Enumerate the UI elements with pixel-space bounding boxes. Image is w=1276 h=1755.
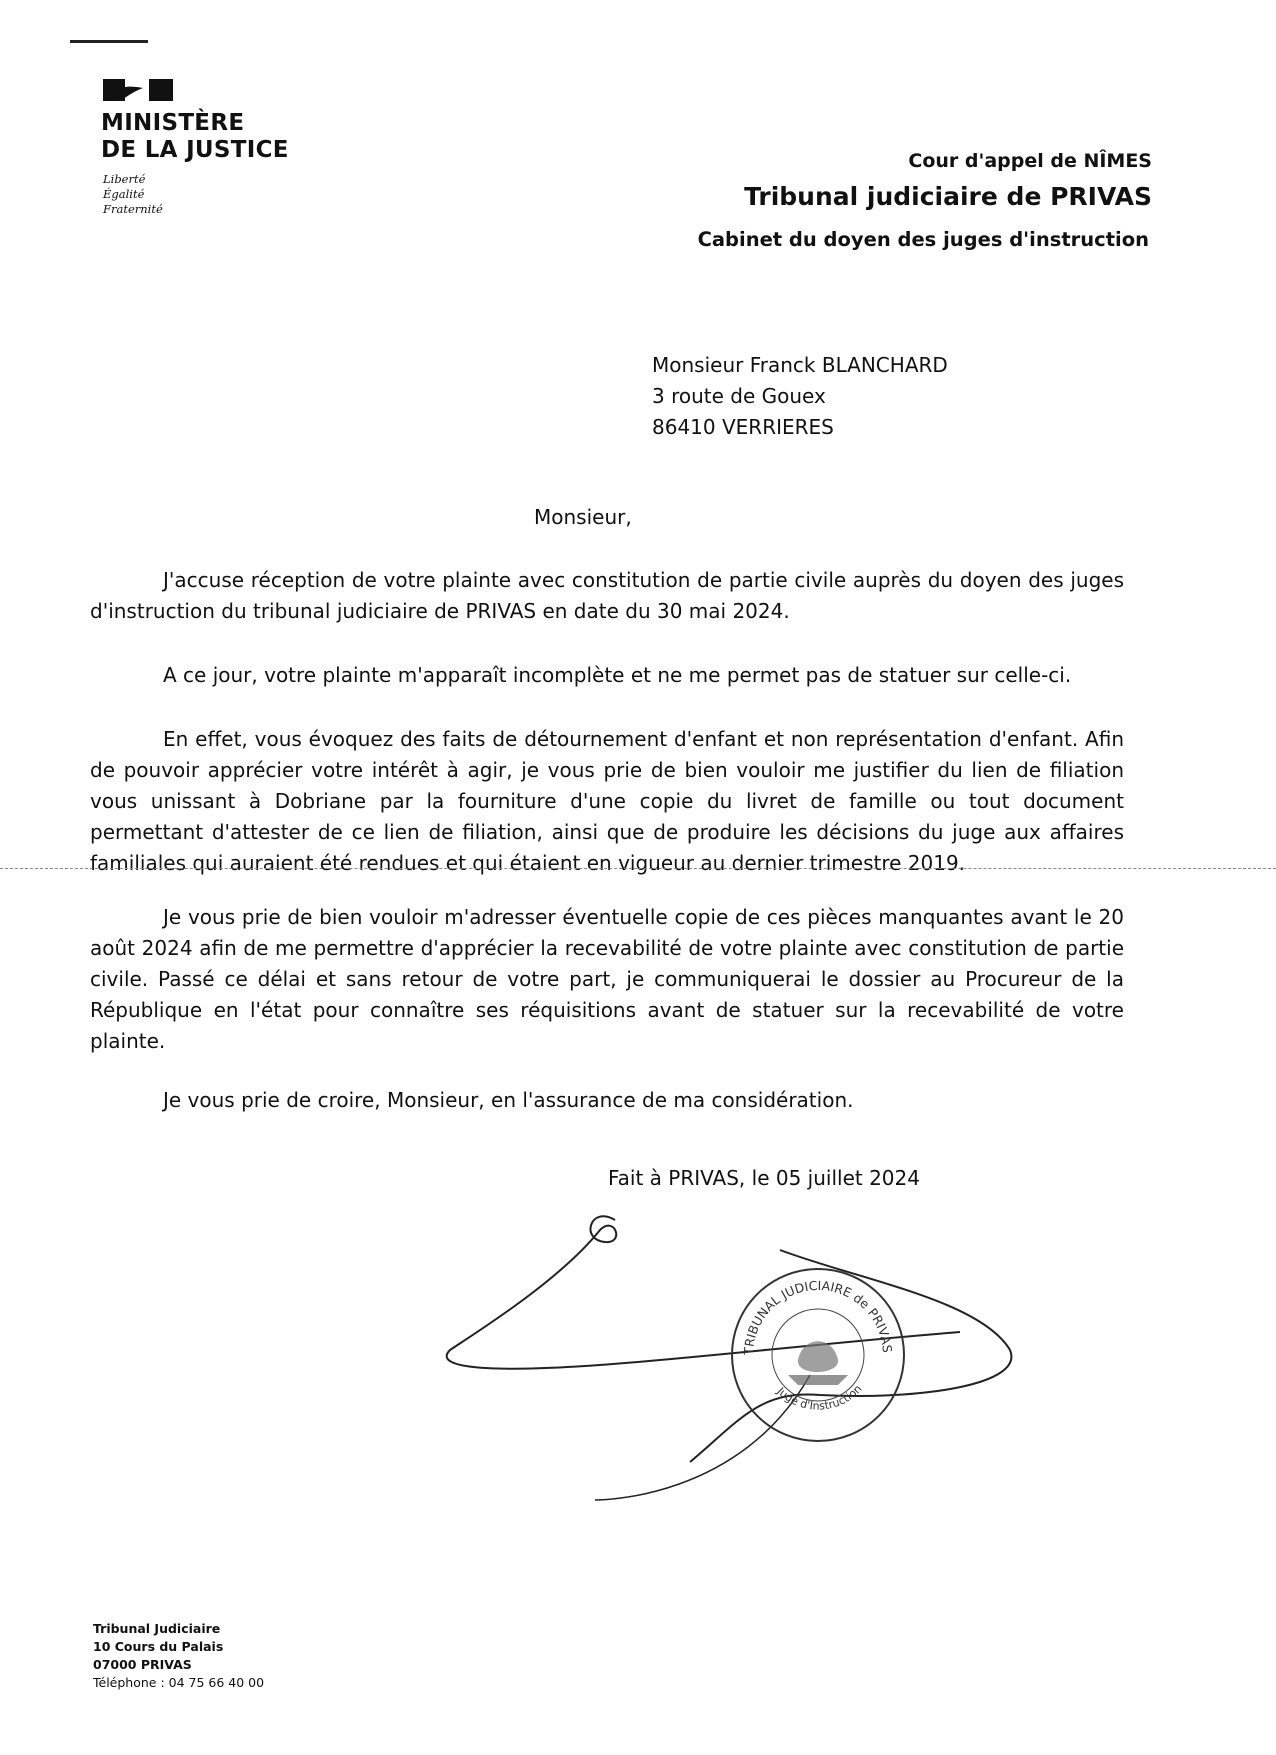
paragraph-text: A ce jour, votre plainte m'apparaît incomplète et ne me permet pas de statuer sur celle-ci. <box>163 663 1072 687</box>
footer-line1: Tribunal Judiciaire <box>93 1621 221 1636</box>
footer-phone: Téléphone : 04 75 66 40 00 <box>93 1675 265 1690</box>
letter-paragraph-1 <box>90 565 1124 627</box>
motto-egalite: Égalité <box>103 187 145 201</box>
court-name: Cour d'appel de NÎMES <box>908 150 1152 172</box>
seal-inner-text: Juge d'Instruction <box>774 1382 865 1413</box>
paragraph-text: En effet, vous évoquez des faits de détournement d'enfant et non représentation d'enfant. Afin de pouvoir apprécier votre intérêt à agir, je vous prie de bien vouloir me justifier du lien de filiation vous unissant à Dobriane par la fourniture d'une copie du livret de famille ou tout document permettant d'attester de ce lien de filiation, ainsi que de produire les décisions du juge aux affaires familiales qui auraient été rendues et qui étaient en vigueur au dernier trimestre 2019. <box>90 727 1124 875</box>
place-and-date: Fait à PRIVAS, le 05 juillet 2024 <box>608 1166 920 1190</box>
letter-paragraph-5 <box>90 1085 1124 1116</box>
letter-paragraph-3 <box>90 724 1124 879</box>
paragraph-text: J'accuse réception de votre plainte avec constitution de partie civile auprès du doyen des juges d'instruction du tribunal judiciaire de PRIVAS en date du 30 mai 2024. <box>90 568 1124 623</box>
footer-address <box>93 1620 264 1692</box>
official-seal <box>728 1265 908 1445</box>
cabinet-name: Cabinet du doyen des juges d'instruction <box>697 228 1149 251</box>
scan-mark <box>70 40 148 43</box>
paragraph-text: Je vous prie de croire, Monsieur, en l'assurance de ma considération. <box>163 1088 854 1112</box>
paragraph-text: Je vous prie de bien vouloir m'adresser éventuelle copie de ces pièces manquantes avant le 20 août 2024 afin de me permettre d'apprécier la recevabilité de votre plainte avec constitution de partie civile. Passé ce délai et sans retour de votre part, je communiquerai le dossier au Procureur de la République en l'état pour connaître ses réquisitions avant de statuer sur la recevabilité de votre plainte. <box>90 905 1124 1053</box>
motto-fraternite: Fraternité <box>103 202 163 216</box>
letter-paragraph-2 <box>90 660 1124 691</box>
recipient-name: Monsieur Franck BLANCHARD <box>652 353 948 377</box>
recipient-city: 86410 VERRIERES <box>652 415 834 439</box>
recipient-street: 3 route de Gouex <box>652 384 826 408</box>
marianne-logo <box>103 79 173 101</box>
svg-text:Juge d'Instruction <box>774 1382 865 1412</box>
footer-line2: 10 Cours du Palais <box>93 1639 224 1654</box>
ministry-name <box>101 110 289 164</box>
letter-paragraph-4 <box>90 902 1124 1057</box>
recipient-address <box>652 350 948 443</box>
tribunal-name: Tribunal judiciaire de PRIVAS <box>744 182 1152 211</box>
ministry-line1: MINISTÈRE <box>101 110 245 136</box>
scan-artifact-line <box>0 868 1276 869</box>
salutation: Monsieur, <box>534 505 632 529</box>
motto-liberte: Liberté <box>103 172 146 186</box>
footer-line3: 07000 PRIVAS <box>93 1657 192 1672</box>
ministry-line2: DE LA JUSTICE <box>101 137 289 163</box>
republic-motto <box>103 172 163 217</box>
seal-outer-text: TRIBUNAL JUDICIAIRE de PRIVAS <box>740 1277 896 1356</box>
